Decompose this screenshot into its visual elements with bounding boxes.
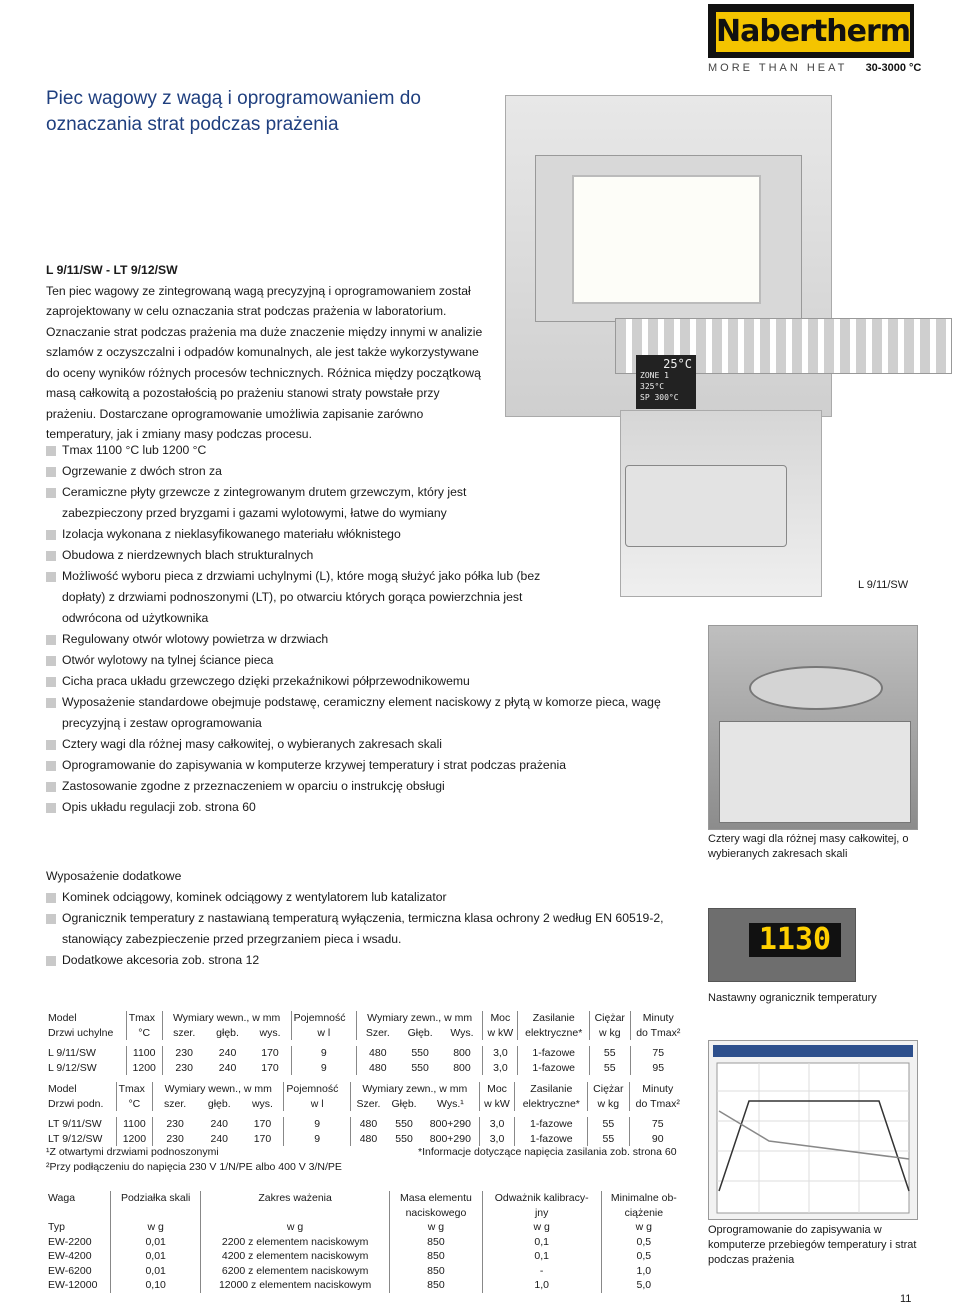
- table-cell: 240: [210, 1132, 229, 1145]
- table-header: do Tmax²: [629, 1097, 686, 1112]
- list-item: Obudowa z nierdzewnych blach strukturalnych: [46, 545, 686, 566]
- list-item: Wyposażenie standardowe obejmuje podstawę, ceramiczny element naciskowy z płytą w komorze pieca, wagę precyzyjną i zestaw oprogramowania: [46, 692, 682, 734]
- table-cell: 4200 z elementem naciskowym: [200, 1249, 389, 1264]
- table-cell: L 9/12/SW: [48, 1061, 97, 1074]
- list-item: Otwór wylotowy na tylnej ściance pieca: [46, 650, 686, 671]
- table-cell: 9: [291, 1061, 356, 1076]
- table-header: Minuty: [629, 1082, 686, 1097]
- temperature-limiter-photo: [708, 908, 856, 982]
- table-cell: 12000 z elementem naciskowym: [200, 1278, 389, 1293]
- feature-list: [46, 440, 686, 818]
- table-header-row: [46, 1220, 686, 1235]
- table-header: głęb.: [207, 1097, 231, 1110]
- table-cell: 0,01: [111, 1235, 201, 1250]
- table-cell: 230: [162, 1046, 206, 1061]
- table-cell: 170: [253, 1118, 272, 1130]
- table-header: Wymiary wewn., w mm: [162, 1011, 291, 1026]
- table-cell: 55: [588, 1132, 629, 1147]
- footnotes: [46, 1145, 342, 1175]
- list-item: Ogrzewanie z dwóch stron za: [46, 461, 686, 482]
- list-item: Regulowany otwór wlotowy powietrza w drzwiach: [46, 629, 686, 650]
- table-cell: 1,0: [482, 1278, 601, 1293]
- table-cell: 480: [351, 1132, 386, 1147]
- table-cell: 550: [411, 1061, 429, 1074]
- caption-software: Oprogramowanie do zapisywania w komputerze przebiegów temperatury i strat podczas prażenia: [708, 1224, 917, 1266]
- tagline-text: MORE THAN HEAT: [708, 62, 848, 74]
- scales-table: [46, 1191, 686, 1293]
- footnote-2: ²Przy podłączeniu do napięcia 230 V 1/N/PE albo 400 V 3/N/PE: [46, 1161, 342, 1173]
- table-row: [46, 1249, 686, 1264]
- furnace-chamber: [572, 175, 761, 304]
- list-item: Tmax 1100 °C lub 1200 °C: [46, 440, 686, 461]
- table-cell: 240: [218, 1061, 237, 1074]
- table-cell: 0,01: [111, 1264, 201, 1279]
- table-cell: 9: [284, 1132, 351, 1147]
- table-cell: EW-2200: [48, 1235, 92, 1248]
- scale-pan: [749, 666, 883, 710]
- tagline: [708, 62, 922, 74]
- model-heading: L 9/11/SW - LT 9/12/SW: [46, 263, 178, 277]
- table-header: °C: [126, 1026, 162, 1041]
- table-header-row: [46, 1026, 686, 1041]
- list-item: Możliwość wyboru pieca z drzwiami uchylnymi (L), które mogą służyć jako półka lub (bez dopłaty) z drzwiami podnoszonymi (LT), po otwarciu których gorąca powierzchnia jest odwrócona od użytkownika: [46, 566, 552, 629]
- list-item: Ceramiczne płyty grzewcze z zintegrowanym drutem grzewczym, który jest zabezpieczony przed bryzgami i gazami wylotowymi, łatwe do wymiany: [46, 482, 502, 524]
- table-cell: 75: [630, 1046, 686, 1061]
- table-header: Moc: [483, 1011, 518, 1026]
- table-cell: 1100: [126, 1046, 162, 1061]
- table-header: wys.: [259, 1026, 281, 1039]
- table-header: Moc: [479, 1082, 515, 1097]
- table-cell: 1100: [116, 1117, 153, 1132]
- table-header: Pojemność: [284, 1082, 351, 1097]
- table-header: w kg: [589, 1026, 630, 1041]
- table-header: szer.: [153, 1097, 197, 1112]
- table-cell: 850: [390, 1264, 482, 1279]
- table-row: [46, 1132, 686, 1147]
- table-header-row: [46, 1206, 686, 1221]
- table-header: Podziałka skali: [111, 1191, 201, 1206]
- table-cell: 230: [162, 1061, 206, 1076]
- table-header: Wys.¹: [437, 1097, 464, 1110]
- footnote-1: ¹Z otwartymi drzwiami podnoszonymi: [46, 1146, 219, 1158]
- table-cell: 3,0: [483, 1061, 518, 1076]
- table-row: [46, 1264, 686, 1279]
- caption-furnace: L 9/11/SW: [858, 579, 909, 591]
- table-cell: 800: [453, 1047, 471, 1059]
- table-cell: L 9/11/SW: [48, 1047, 96, 1059]
- table-header: Wys.: [450, 1026, 474, 1039]
- table-cell: EW-4200: [48, 1250, 92, 1262]
- table-header: w g: [482, 1220, 601, 1235]
- table-header-row: [46, 1011, 686, 1026]
- table-header: Wymiary zewn., w mm: [351, 1082, 480, 1097]
- table-cell: 550: [395, 1132, 413, 1145]
- table-header: Wymiary wewn., w mm: [153, 1082, 284, 1097]
- table-cell: 850: [390, 1278, 482, 1293]
- table-cell: 0,10: [111, 1278, 201, 1293]
- table-row: [46, 1117, 686, 1132]
- table-cell: 1200: [116, 1132, 153, 1147]
- table-cell: 480: [357, 1046, 399, 1061]
- intro-text: Ten piec wagowy ze zintegrowaną wagą precyzyjną i oprogramowaniem został zaprojektowany w celu oznaczania strat podczas prażenia w laboratorium. Oznaczanie strat podczas prażenia ma duże znaczenie między innymi w analizie szlamów z oczyszczalni i odpadów komunalnych, ale jest także wykorzystywane do oceny wyników różnych procesów technicznych. Różnica między początkową masą całkowitą a pozostałością po prażeniu stanowi straty powstałe przy prażeniu. Dostarczane oprogramowanie umożliwia zapisanie zarówno temperatury, jak i zmiany masy podczas procesu.: [46, 283, 483, 441]
- table-header: w g: [601, 1220, 686, 1235]
- table-cell: 9: [291, 1046, 356, 1061]
- table-header: Model: [48, 1012, 77, 1024]
- table-header: Waga: [48, 1192, 76, 1204]
- table-header: w kW: [479, 1097, 515, 1112]
- table-header: Zakres ważenia: [200, 1191, 389, 1206]
- table-row: [46, 1046, 686, 1061]
- list-item: Oprogramowanie do zapisywania w komputerze krzywej temperatury i strat podczas prażenia: [46, 755, 686, 776]
- accessories-section: [46, 866, 686, 971]
- table-row: [46, 1061, 686, 1076]
- table-header: [111, 1206, 201, 1221]
- table-header-row: [46, 1097, 686, 1112]
- intro-section: [46, 260, 486, 445]
- table-cell: 0,5: [601, 1235, 686, 1250]
- table-cell: 1200: [126, 1061, 162, 1076]
- page-number: 11: [900, 1293, 912, 1305]
- table-cell: 3,0: [479, 1117, 515, 1132]
- display-line-3: SP 300°C: [640, 393, 679, 402]
- table-cell: 800+290: [429, 1132, 471, 1145]
- software-graph-image: [709, 1041, 917, 1219]
- table-header: Zasilanie: [518, 1011, 589, 1026]
- table-cell: 55: [589, 1046, 630, 1061]
- table-cell: 170: [253, 1132, 272, 1145]
- footnote-3: *Informacje dotyczące napięcia zasilania zob. strona 60: [418, 1146, 677, 1158]
- table-header: jny: [482, 1206, 601, 1221]
- table-header: [200, 1206, 389, 1221]
- table-header: Odważnik kalibracy-: [482, 1191, 601, 1206]
- caption-scales: Cztery wagi dla różnej masy całkowitej, o wybieranych zakresach skali: [708, 833, 909, 860]
- table-cell: 0,01: [111, 1249, 201, 1264]
- table-header: Model: [48, 1083, 77, 1095]
- table-header: w kg: [588, 1097, 629, 1112]
- table-cell: 0,1: [482, 1249, 601, 1264]
- table-row: [46, 1278, 686, 1293]
- title-line-1: Piec wagowy z wagą i oprogramowaniem do: [46, 88, 421, 109]
- table-header: Szer.: [357, 1026, 399, 1041]
- table-header: Głęb.: [391, 1097, 417, 1110]
- title-line-2: oznaczania strat podczas prażenia: [46, 114, 339, 135]
- table-header: w l: [291, 1026, 356, 1041]
- table-header: w g: [390, 1220, 482, 1235]
- table-header: elektryczne*: [515, 1097, 588, 1112]
- caption-limiter: Nastawny ogranicznik temperatury: [708, 992, 877, 1004]
- display-line-2: ZONE 1 325°C: [640, 371, 669, 391]
- table-row: [46, 1235, 686, 1250]
- spec-table-hinged-door: [46, 1011, 686, 1075]
- table-header-row: [46, 1191, 686, 1206]
- list-item: Opis układu regulacji zob. strona 60: [46, 797, 686, 818]
- table-header: w g: [200, 1220, 389, 1235]
- table-cell: 0,5: [601, 1249, 686, 1264]
- table-cell: 5,0: [601, 1278, 686, 1293]
- table-header: w kW: [483, 1026, 518, 1041]
- table-cell: 850: [390, 1235, 482, 1250]
- table-cell: 95: [630, 1061, 686, 1076]
- table-header: Typ: [48, 1221, 65, 1233]
- table-header: naciskowego: [390, 1206, 482, 1221]
- table-cell: 6200 z elementem naciskowym: [200, 1264, 389, 1279]
- table-cell: 3,0: [483, 1046, 518, 1061]
- table-cell: LT 9/11/SW: [48, 1118, 102, 1130]
- table-header: [46, 1206, 111, 1221]
- table-header: Zasilanie: [515, 1082, 588, 1097]
- table-header: Szer.: [351, 1097, 386, 1112]
- table-cell: 2200 z elementem naciskowym: [200, 1235, 389, 1250]
- table-cell: 1-fazowe: [515, 1132, 588, 1147]
- list-item: Dodatkowe akcesoria zob. strona 12: [46, 950, 686, 971]
- temperature-range: 30-3000 °C: [865, 62, 922, 74]
- limiter-display: 1130: [749, 923, 841, 957]
- table-cell: 0,1: [482, 1235, 601, 1250]
- table-cell: 1,0: [601, 1264, 686, 1279]
- table-cell: 240: [210, 1118, 229, 1130]
- scale-body: [719, 721, 911, 823]
- table-cell: 800: [453, 1061, 471, 1074]
- table-cell: EW-6200: [48, 1264, 92, 1277]
- table-cell: 550: [411, 1047, 429, 1059]
- page-title: [46, 86, 486, 138]
- table-header: elektryczne*: [518, 1026, 589, 1041]
- table-cell: 1-fazowe: [515, 1117, 588, 1132]
- table-header: wys.: [251, 1097, 273, 1110]
- table-header: Ciężar: [588, 1082, 629, 1097]
- scales-photo: [708, 625, 918, 830]
- table-cell: -: [482, 1264, 601, 1279]
- list-item: Zastosowanie zgodne z przeznaczeniem w oparciu o instrukcję obsługi: [46, 776, 686, 797]
- spec-table-lift-door: [46, 1082, 686, 1146]
- table-cell: 230: [153, 1117, 197, 1132]
- list-item: Cicha praca układu grzewczego dzięki przekaźnikowi półprzewodnikowemu: [46, 671, 686, 692]
- table-cell: 55: [588, 1117, 629, 1132]
- display-line-1: 25°C: [663, 357, 692, 371]
- table-cell: 480: [357, 1061, 399, 1076]
- table-header: Tmax: [126, 1011, 162, 1026]
- table-header: Wymiary zewn., w mm: [357, 1011, 483, 1026]
- table-header: Minuty: [630, 1011, 686, 1026]
- table-header: Minimalne ob-: [601, 1191, 686, 1206]
- table-cell: EW-12000: [48, 1279, 98, 1291]
- table-cell: 230: [153, 1132, 197, 1147]
- table-cell: 480: [351, 1117, 386, 1132]
- list-item: Cztery wagi dla różnej masy całkowitej, o wybieranych zakresach skali: [46, 734, 686, 755]
- table-header: ciążenie: [601, 1206, 686, 1221]
- table-header: w g: [111, 1220, 201, 1235]
- list-item: Ogranicznik temperatury z nastawianą temperaturą wyłączenia, termiczna klasa ochrony 2 według EN 60519-2, stanowiący zabezpieczenie przed przegrzaniem pieca i wsadu.: [46, 908, 686, 950]
- accessories-heading: Wyposażenie dodatkowe: [46, 869, 182, 883]
- table-cell: 850: [390, 1249, 482, 1264]
- table-header: w l: [284, 1097, 351, 1112]
- table-header: Tmax: [116, 1082, 153, 1097]
- table-cell: LT 9/12/SW: [48, 1132, 103, 1145]
- software-screenshot: [708, 1040, 918, 1220]
- table-header: Ciężar: [589, 1011, 630, 1026]
- table-cell: 550: [395, 1118, 413, 1130]
- nabertherm-logo: Nabertherm: [716, 12, 910, 52]
- table-cell: 90: [629, 1132, 686, 1147]
- table-cell: 170: [261, 1047, 279, 1059]
- list-item: Izolacja wykonana z nieklasyfikowanego materiału włóknistego: [46, 524, 686, 545]
- table-header: głęb.: [216, 1026, 239, 1039]
- table-header: Pojemność: [291, 1011, 356, 1026]
- list-item: Kominek odciągowy, kominek odciągowy z wentylatorem lub katalizator: [46, 887, 686, 908]
- table-cell: 800+290: [429, 1118, 471, 1130]
- table-header: Drzwi uchylne: [48, 1026, 114, 1039]
- accessories-list: [46, 887, 686, 971]
- table-header: szer.: [162, 1026, 206, 1041]
- table-header: Drzwi podn.: [48, 1097, 104, 1110]
- table-cell: 1-fazowe: [518, 1061, 589, 1076]
- table-cell: 1-fazowe: [518, 1046, 589, 1061]
- table-header: Masa elementu: [390, 1191, 482, 1206]
- table-header: Głęb.: [407, 1026, 433, 1039]
- table-header: °C: [116, 1097, 153, 1112]
- table-cell: 55: [589, 1061, 630, 1076]
- table-cell: 3,0: [479, 1132, 515, 1147]
- table-cell: 9: [284, 1117, 351, 1132]
- table-cell: 170: [261, 1061, 279, 1074]
- table-header-row: [46, 1082, 686, 1097]
- table-header: do Tmax²: [630, 1026, 686, 1041]
- controller-display: [636, 355, 696, 409]
- table-cell: 240: [218, 1047, 237, 1059]
- table-cell: 75: [629, 1117, 686, 1132]
